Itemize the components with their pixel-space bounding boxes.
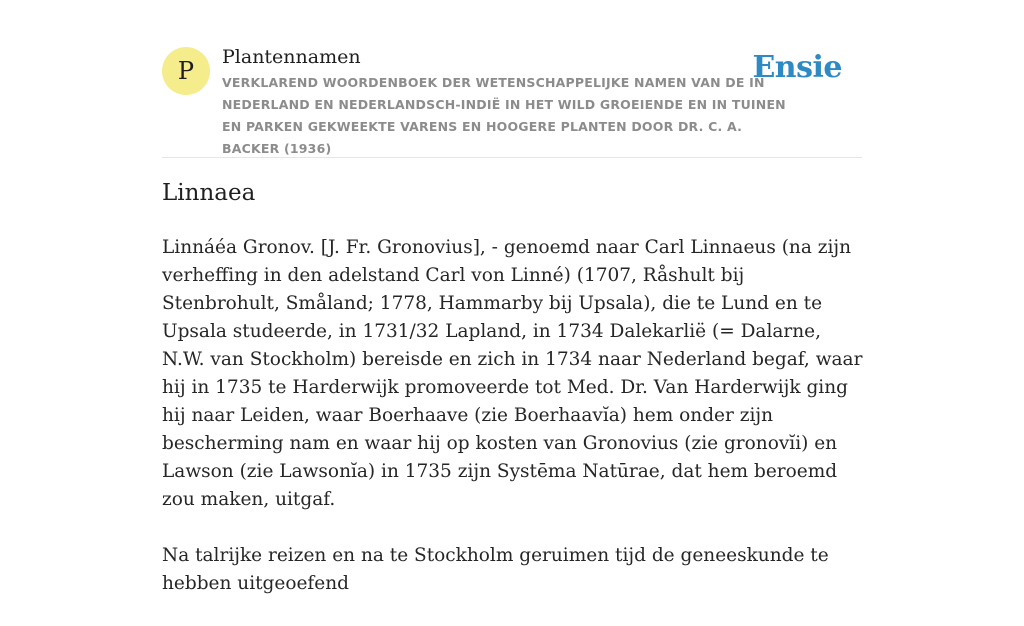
ensie-logo[interactable]: Ensie [752,50,842,85]
entry-title: Linnaea [162,180,256,206]
dictionary-avatar[interactable]: P [162,47,210,95]
dictionary-subtitle: VERKLAREND WOORDENBOEK DER WETENSCHAPPELIJKE NAMEN VAN DE IN NEDERLAND EN NEDERLANDSCH-INDIË IN HET WILD GROEIENDE EN IN TUINEN EN PARKEN GEKWEEKTE VARENS EN HOOGERE PLANTEN DOOR DR. C. A. BACKER (1936) [222,75,786,156]
entry-body [162,234,866,626]
dictionary-title[interactable]: Plantennamen [222,46,361,68]
entry-paragraph: Linnáéa Gronov. [J. Fr. Gronovius], - genoemd naar Carl Linnaeus (na zijn verheffing in den adelstand Carl von Linné) (1707, Råshult bij Stenbrohult, Småland; 1778, Hammarby bij Upsala), die te Lund en te Upsala studeerde, in 1731/32 Lapland, in 1734 Dalekarlië (= Dalarne, N.W. van Stockholm) bereisde en zich in 1734 naar Nederland begaf, waar hij in 1735 te Harderwijk promoveerde tot Med. Dr. Van Harderwijk ging hij naar Leiden, waar Boerhaave (zie Boerhaavĭa) hem onder zijn bescherming nam en waar hij op kosten van Gronovius (zie gronovĭi) en Lawson (zie Lawsonĭa) in 1735 zijn Systēma Natūrae, dat hem beroemd zou maken, uitgaf. [162,237,863,510]
entry-paragraph: Na talrijke reizen en na te Stockholm geruimen tijd de geneeskunde te hebben uitgeoefend [162,545,829,594]
dictionary-header [162,44,862,158]
